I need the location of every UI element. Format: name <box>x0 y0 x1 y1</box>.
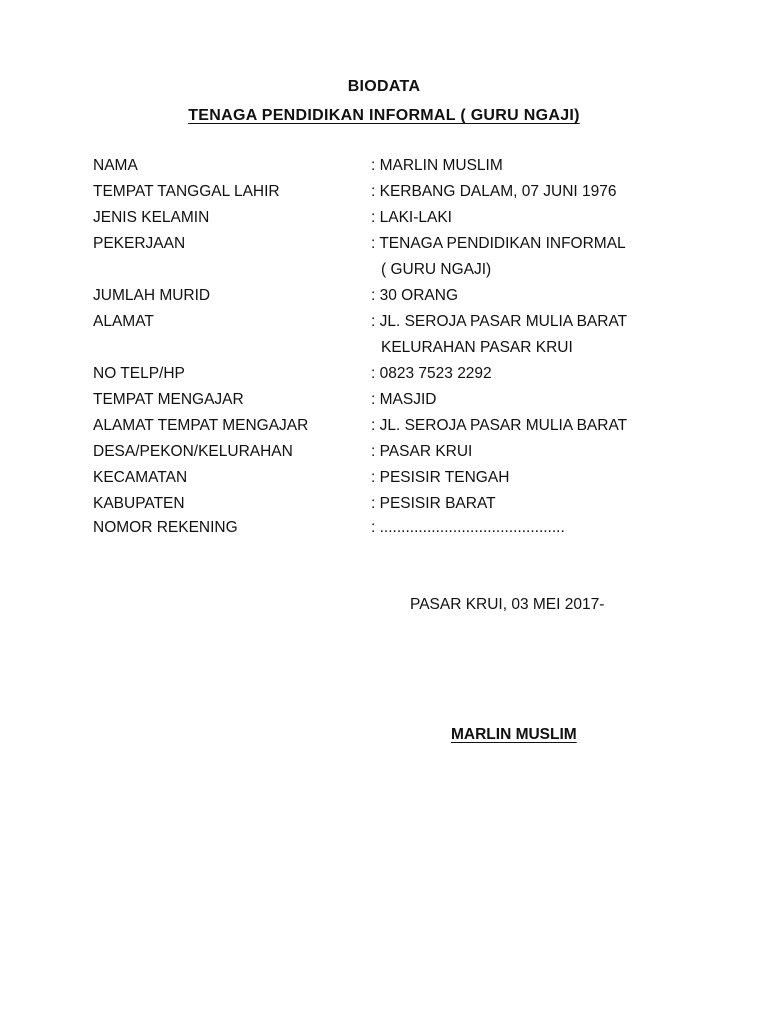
document-title: BIODATA <box>347 78 421 95</box>
field-label: JUMLAH MURID <box>93 287 211 304</box>
field-value: : JL. SEROJA PASAR MULIA BARAT <box>371 313 628 330</box>
field-label: TEMPAT MENGAJAR <box>93 391 244 408</box>
field-label: NO TELP/HP <box>93 365 185 382</box>
signature-place-date: PASAR KRUI, 03 MEI 2017- <box>410 596 605 613</box>
field-label: KABUPATEN <box>93 495 185 512</box>
field-value: : PASAR KRUI <box>371 443 473 460</box>
signature-name: MARLIN MUSLIM <box>451 726 577 743</box>
field-value: : ........................................... <box>371 519 565 536</box>
field-label: ALAMAT TEMPAT MENGAJAR <box>93 417 309 434</box>
field-label: ALAMAT <box>93 313 154 330</box>
field-value-continuation: KELURAHAN PASAR KRUI <box>381 339 573 356</box>
field-label: PEKERJAAN <box>93 235 186 252</box>
field-label: NOMOR REKENING <box>93 519 238 536</box>
field-label: JENIS KELAMIN <box>93 209 210 226</box>
field-value: : PESISIR TENGAH <box>371 469 510 486</box>
field-label: NAMA <box>93 157 138 174</box>
document-subtitle: TENAGA PENDIDIKAN INFORMAL ( GURU NGAJI) <box>188 107 580 124</box>
field-value: : MASJID <box>371 391 437 408</box>
field-value: : 0823 7523 2292 <box>371 365 492 382</box>
field-value: : PESISIR BARAT <box>371 495 496 512</box>
field-label: KECAMATAN <box>93 469 188 486</box>
field-value: : JL. SEROJA PASAR MULIA BARAT <box>371 417 628 434</box>
field-value: : TENAGA PENDIDIKAN INFORMAL <box>371 235 626 252</box>
field-value-continuation: ( GURU NGAJI) <box>381 261 492 278</box>
field-value: : LAKI-LAKI <box>371 209 452 226</box>
field-label: TEMPAT TANGGAL LAHIR <box>93 183 280 200</box>
field-label: DESA/PEKON/KELURAHAN <box>93 443 293 460</box>
field-value: : MARLIN MUSLIM <box>371 157 503 174</box>
field-value: : KERBANG DALAM, 07 JUNI 1976 <box>371 183 617 200</box>
field-value: : 30 ORANG <box>371 287 458 304</box>
